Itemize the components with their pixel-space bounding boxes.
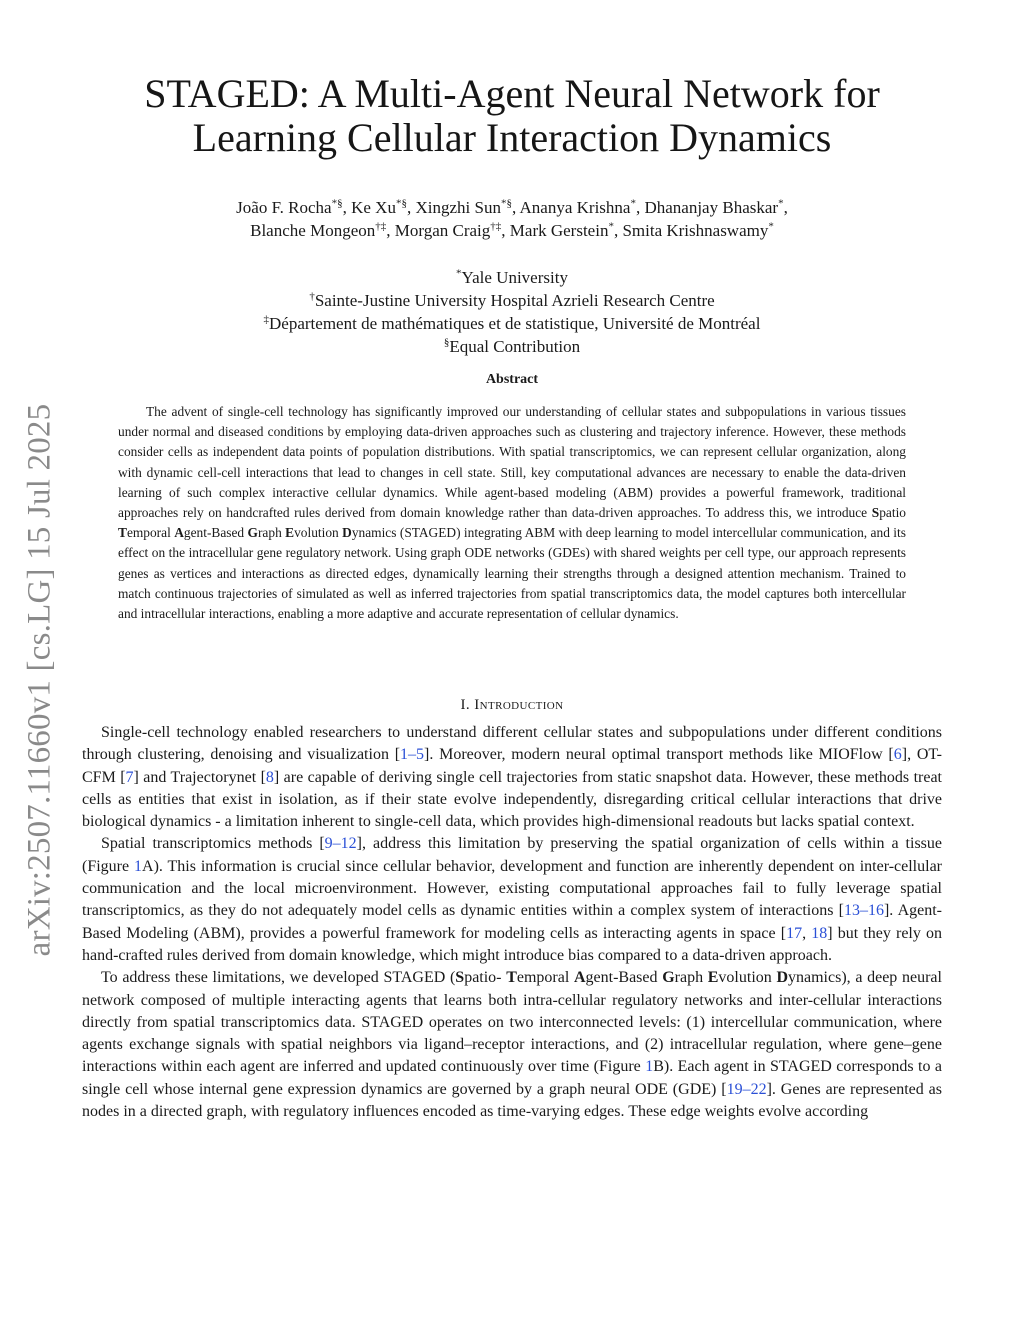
author: Blanche Mongeon (250, 221, 376, 240)
author-marks: *§ (500, 197, 512, 210)
paragraph-text: raph (674, 969, 708, 987)
acronym-letter: A (174, 525, 184, 541)
acronym-rest: volution (294, 525, 343, 541)
citation-link[interactable]: 1 (645, 1058, 654, 1076)
affiliation-text: Yale University (461, 268, 568, 287)
paragraph-text: To address these limitations, we developed STAGED ( (101, 969, 456, 987)
acronym-letter: E (707, 969, 719, 987)
paragraph-text: ]. Agent-Based Modeling (ABM), provides a powerful framework for modeling cells as interacting agents in space [ (82, 902, 942, 942)
paragraph-text: ] are capable of deriving single cell trajectories from static snapshot data. However, these methods treat cells as entities that exist in isolation, as if their state evolve independently, disregarding critical cellular interactions that drive biological dynamics - a limitation inherent to single-cell data, which provides high-dimensional readouts but lacks spatial context. (82, 768, 942, 831)
affiliation-list (80, 266, 944, 358)
paragraph-text: ], address this limitation by preserving the spatial organization of cells within a tissue (Figure (82, 835, 943, 875)
acronym-letter: T (118, 525, 127, 541)
paragraph-text: ]. Genes are represented as nodes in a directed graph, with regulatory influences encoded as time-varying edges. These edge weights evolve according (82, 1080, 942, 1121)
author-marks: *§ (331, 197, 343, 210)
author-marks: * (778, 197, 784, 210)
paragraph-text: ], OT-CFM [ (82, 746, 943, 786)
paragraph-text: Single-cell technology enabled researchers to understand different cellular states and subpopulations under different conditions through clustering, denoising and visualization [ (82, 724, 942, 764)
author: Morgan Craig (394, 221, 491, 240)
acronym-letter: S (455, 969, 465, 987)
arxiv-identifier: arXiv:2507.11660v1 [cs.LG] 15 Jul 2025 (21, 403, 58, 957)
author: Ananya Krishna (519, 198, 631, 217)
citation-link[interactable]: 8 (265, 768, 274, 786)
paper-title (80, 72, 944, 160)
paragraph-text: ]. Moreover, modern neural optimal transport methods like MIOFlow [ (424, 746, 894, 764)
paragraph-text: volution (718, 969, 777, 987)
acronym-rest: gent-Based (183, 525, 248, 541)
affiliation-text: Sainte-Justine University Hospital Azrieli Research Centre (314, 291, 715, 310)
author: João F. Rocha (236, 198, 332, 217)
title-line-2: Learning Cellular Interaction Dynamics (192, 115, 832, 160)
intro-paragraph (82, 833, 942, 967)
acronym-letter: A (573, 969, 586, 987)
intro-paragraph (82, 967, 942, 1123)
abstract-text (118, 402, 906, 624)
acronym-rest: ynamics (351, 525, 397, 541)
citation-link[interactable]: 6 (893, 746, 902, 764)
abstract-part-2: (STAGED) integrating ABM with deep learning to model intercellular communication, and its effect on the intracellular gene regulatory network. Using graph ODE networks (GDEs) with shared weights per cell type, our approach represents genes as vertices and interactions as directed edges, dynamically learning their strengths through a designed attention mechanism. Trained to match continuous trajectories of simulated as well as inferred trajectories from spatial transcriptomics data, the model captures both intercellular and intracellular interactions, enabling a more adaptive and accurate representation of cellular dynamics. (118, 525, 906, 622)
affiliation-mark: § (443, 336, 450, 349)
citation-link[interactable]: 1 (134, 857, 143, 875)
author-line-1: João F. Rocha*§, Ke Xu*§, Xingzhi Sun*§, Ananya Krishna*, Dhananjay Bhaskar*, (236, 197, 788, 217)
acronym-letter: S (871, 505, 880, 521)
affiliation-mark: * (456, 267, 462, 280)
paragraph-text: patio- (464, 969, 507, 987)
citation-link[interactable]: 1–5 (400, 746, 425, 764)
paragraph-text: , (802, 924, 812, 942)
paragraph-text: A). This information is crucial since cellular behavior, development and function are inherently dependent on inter-cellular communication and the local microenvironment. However, existing computational approaches fail to fully leverage spatial transcriptomics, as they do not adequately model cells as dynamic entities within a complex system of interactions [ (82, 857, 942, 920)
author-marks: * (608, 220, 614, 233)
paragraph-text: Spatial transcriptomics methods [ (101, 835, 325, 853)
section-heading-introduction: I. Introduction (460, 697, 564, 713)
citation-link[interactable]: 13–16 (843, 902, 884, 920)
introduction-body (82, 722, 942, 1123)
abstract-part-1: The advent of single-cell technology has significantly improved our understanding of cellular states and subpopulations in various tissues under normal and diseased conditions by employing data-driven approaches such as clustering and trajectory inference. However, these methods consider cells as independent data points of population distributions. With spatial transcriptomics, we can represent cellular organization, along with dynamic cell-cell interactions that lead to changes in cell state. Still, key computational advances are necessary to enable the data-driven learning of such complex interactive cellular dynamics. While agent-based modeling (ABM) provides a powerful framework, traditional approaches rely on handcrafted rules derived from domain knowledge rather than data-driven approaches. To address this, we introduce (118, 404, 906, 521)
acronym-rest: emporal (126, 525, 175, 541)
abstract-heading: Abstract (485, 372, 539, 387)
affiliation-mark: ‡ (263, 313, 270, 326)
affiliation-mark: † (309, 290, 315, 303)
acronym-letter: G (662, 969, 675, 987)
citation-link[interactable]: 18 (811, 924, 828, 942)
author-marks: †‡ (375, 220, 387, 233)
author: Ke Xu (351, 198, 396, 217)
citation-link[interactable]: 7 (125, 768, 134, 786)
author: Mark Gerstein (509, 221, 609, 240)
paragraph-text: gent-Based (585, 969, 663, 987)
acronym-letter: D (776, 969, 788, 987)
citation-link[interactable]: 9–12 (324, 835, 357, 853)
affiliation (80, 266, 944, 289)
author-marks: * (768, 220, 774, 233)
acronym-letter: E (285, 525, 295, 541)
paragraph-text: ynamics), a deep neural network composed of multiple interacting agents that learns both intra-cellular regulatory networks and inter-cellular interactions directly from spatial transcriptomics data. STAGED operates on two interconnected levels: (1) intercellular communication, where agents exchange signals with spatial neighbors via ligand–receptor interactions, and (2) intracellular regulation, where gene–gene interactions within each agent are inferred and updated continuously over time (Figure (82, 969, 942, 1076)
paragraph-text: ] and Trajectorynet [ (133, 768, 266, 786)
citation-link[interactable]: 17 (786, 924, 803, 942)
author: Xingzhi Sun (415, 198, 501, 217)
intro-paragraph (82, 722, 942, 833)
affiliation (80, 335, 944, 358)
author-line-2: Blanche Mongeon†‡, Morgan Craig†‡, Mark Gerstein*, Smita Krishnaswamy* (250, 220, 774, 240)
affiliation (80, 289, 944, 312)
author-marks: *§ (395, 197, 407, 210)
affiliation-text: Département de mathématiques et de statistique, Université de Montréal (269, 314, 761, 333)
author-marks: * (630, 197, 636, 210)
paragraph-text: ] but they rely on hand-crafted rules derived from domain knowledge, which might introduce bias compared to a data-driven approach. (82, 924, 943, 964)
paragraph-text: emporal (516, 969, 574, 987)
acronym-letter: T (506, 969, 517, 987)
acronym-letter: G (247, 525, 258, 541)
author-list (80, 196, 944, 242)
acronym-letter: D (342, 525, 352, 541)
acronym-rest: raph (257, 525, 286, 541)
paragraph-text: B). Each agent in STAGED corresponds to a single cell whose internal gene expression dynamics are governed by a graph neural ODE (GDE) [ (82, 1058, 942, 1098)
affiliation (80, 312, 944, 335)
author: Smita Krishnaswamy (622, 221, 769, 240)
arxiv-sidebar (18, 380, 62, 980)
author-marks: †‡ (490, 220, 502, 233)
citation-link[interactable]: 19–22 (726, 1080, 767, 1098)
author: Dhananjay Bhaskar (644, 198, 779, 217)
acronym-rest: patio (879, 505, 906, 521)
title-line-1: STAGED: A Multi-Agent Neural Network for (144, 71, 880, 116)
affiliation-text: Equal Contribution (449, 337, 581, 356)
